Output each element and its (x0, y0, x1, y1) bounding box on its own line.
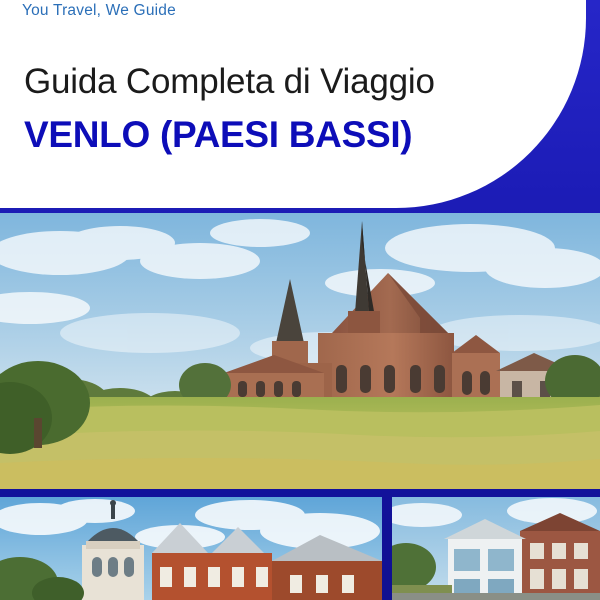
page-subtitle: VENLO (PAESI BASSI) (24, 114, 413, 155)
page-title: Guida Completa di Viaggio (24, 62, 435, 101)
cover-header-panel (0, 0, 586, 208)
tagline: You Travel, We Guide (22, 2, 176, 19)
hero-church-photo (0, 213, 600, 489)
thumb-historic-building-photo (0, 497, 382, 600)
thumb-modern-house-photo (392, 497, 600, 600)
thumbnail-row (0, 497, 600, 600)
